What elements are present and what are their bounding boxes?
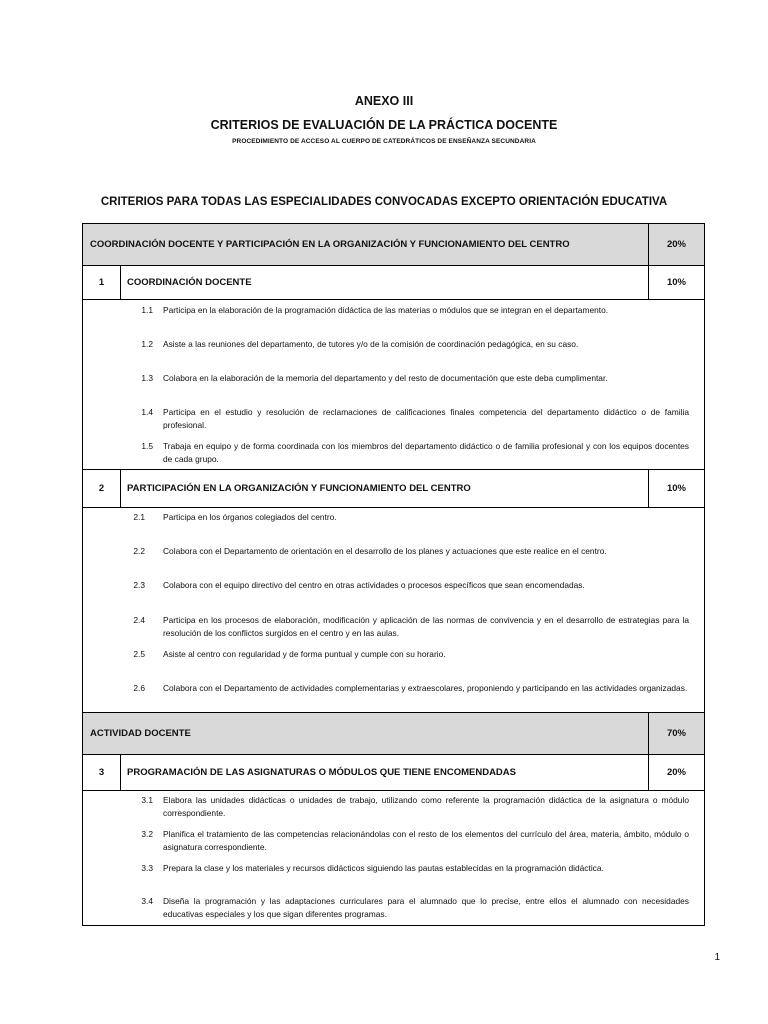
section-title: COORDINACIÓN DOCENTE (127, 277, 252, 288)
criterion-text: Colabora con el equipo directivo del centro en otras actividades o procesos específicos que sean encomendadas. (163, 580, 585, 590)
section-items-2 (83, 508, 704, 713)
criterion-text: Participa en los procesos de elaboración, modificación y aplicación de las normas de convivencia y en el desarrollo de estrategias para la resolución de los conflictos surgidos en el centro y en las aulas. (163, 615, 689, 639)
criterion-number: 2.1 (133, 512, 145, 522)
criteria-table (82, 223, 705, 926)
section-header-3 (83, 755, 704, 791)
section-items-3 (83, 791, 704, 925)
section-number: 2 (83, 470, 121, 507)
criterion-number: 1.5 (141, 441, 153, 451)
criterion-text: Participa en los órganos colegiados del centro. (163, 512, 337, 522)
section-header-1 (83, 266, 704, 300)
criterion-text: Planifica el tratamiento de las competencias relacionándolas con el resto de los elementos del currículo del área, materia, ámbito, módulo o asignatura correspondiente. (163, 829, 689, 853)
section-title: PARTICIPACIÓN EN LA ORGANIZACIÓN Y FUNCIONAMIENTO DEL CENTRO (127, 483, 471, 494)
criterion-text: Diseña la programación y las adaptaciones curriculares para el alumnado que lo precise, entre ellos el alumnado con necesidades educativas especiales y los que sigan diferentes programas. (163, 896, 689, 920)
criterion-number: 3.4 (141, 896, 153, 906)
criterion-number: 1.4 (141, 407, 153, 417)
criterion-text: Colabora con el Departamento de orientación en el desarrollo de los planes y actuaciones que este realice en el centro. (163, 546, 607, 556)
criterion-number: 2.3 (133, 580, 145, 590)
block-percentage: 70% (648, 713, 704, 754)
criterion-number: 2.6 (133, 683, 145, 693)
section-number: 3 (83, 755, 121, 790)
criterion-text: Colabora con el Departamento de actividades complementarias y extraescolares, proponiendo y participando en las actividades organizadas. (163, 683, 688, 693)
criterion-text: Prepara la clase y los materiales y recursos didácticos siguiendo las pautas establecidas en la programación didáctica. (163, 863, 604, 873)
criterion-number: 2.2 (133, 546, 145, 556)
criterion-number: 1.2 (141, 339, 153, 349)
section-items-1 (83, 300, 704, 470)
criterion-text: Asiste a las reuniones del departamento, de tutores y/o de la comisión de coordinación pedagógica, en su caso. (163, 339, 579, 349)
section-heading: CRITERIOS PARA TODAS LAS ESPECIALIDADES CONVOCADAS EXCEPTO ORIENTACIÓN EDUCATIVA (100, 196, 668, 208)
criterion-number: 2.4 (133, 615, 145, 625)
document-subtitle: PROCEDIMIENTO DE ACCESO AL CUERPO DE CATEDRÁTICOS DE ENSEÑANZA SECUNDARIA (232, 138, 536, 145)
criterion-number: 2.5 (133, 649, 145, 659)
document-title: CRITERIOS DE EVALUACIÓN DE LA PRÁCTICA DOCENTE (210, 118, 558, 132)
criterion-number: 3.3 (141, 863, 153, 873)
block-percentage: 20% (648, 224, 704, 265)
section-percentage: 10% (648, 266, 704, 299)
criterion-text: Asiste al centro con regularidad y de forma puntual y cumple con su horario. (163, 649, 446, 659)
page-number: 1 (714, 952, 720, 963)
block-title: ACTIVIDAD DOCENTE (90, 728, 191, 739)
block-title: COORDINACIÓN DOCENTE Y PARTICIPACIÓN EN LA ORGANIZACIÓN Y FUNCIONAMIENTO DEL CENTRO (90, 239, 570, 250)
section-percentage: 20% (648, 755, 704, 790)
criterion-text: Trabaja en equipo y de forma coordinada con los miembros del departamento didáctico o de familia profesional y con los equipos docentes de cada grupo. (163, 441, 689, 465)
block-header-coordination (83, 224, 704, 266)
criterion-text: Elabora las unidades didácticas o unidades de trabajo, utilizando como referente la programación didáctica de la asignatura o módulo correspondiente. (163, 795, 689, 819)
criterion-number: 3.2 (141, 829, 153, 839)
section-header-2 (83, 470, 704, 508)
criterion-text: Participa en la elaboración de la programación didáctica de las materias o módulos que se integran en el departamento. (163, 305, 609, 315)
criterion-text: Colabora en la elaboración de la memoria del departamento y del resto de documentación que este deba cumplimentar. (163, 373, 608, 383)
criterion-number: 3.1 (141, 795, 153, 805)
annex-title: ANEXO III (354, 94, 414, 108)
block-header-teaching (83, 713, 704, 755)
section-number: 1 (83, 266, 121, 299)
section-title: PROGRAMACIÓN DE LAS ASIGNATURAS O MÓDULOS QUE TIENE ENCOMENDADAS (127, 767, 516, 778)
criterion-number: 1.1 (141, 305, 153, 315)
criterion-number: 1.3 (141, 373, 153, 383)
criterion-text: Participa en el estudio y resolución de reclamaciones de calificaciones finales competencia del departamento didáctico o de familia profesional. (163, 407, 689, 431)
section-percentage: 10% (648, 470, 704, 507)
